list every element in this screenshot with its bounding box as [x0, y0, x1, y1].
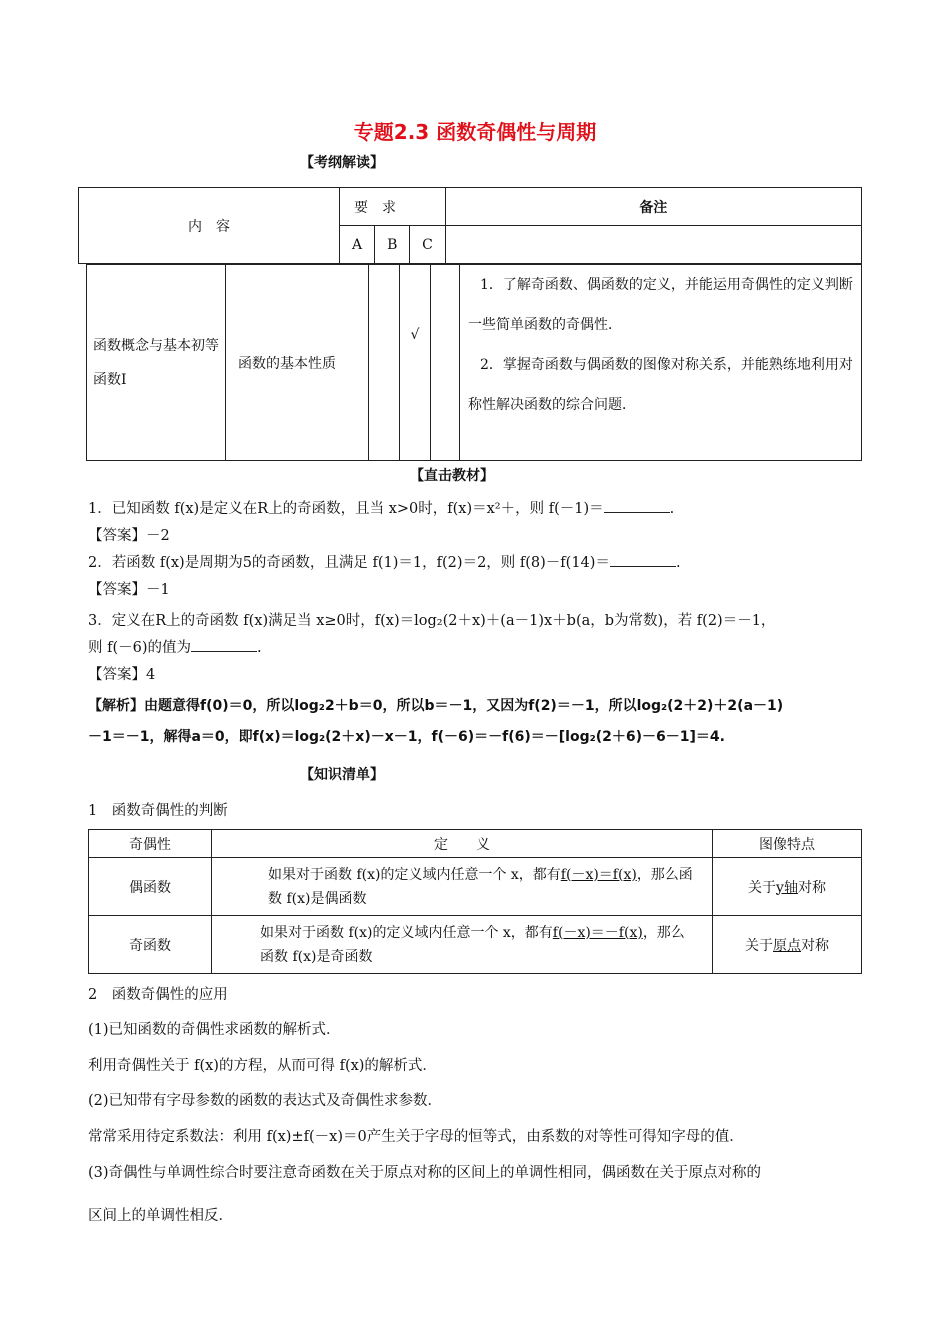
analysis-line-1: 【解析】由题意得f(0)＝0，所以log₂2＋b＝0，所以b＝－1，又因为f(2)＝－1，所以log₂(2＋2)＋2(a－1)	[88, 698, 784, 714]
answer-blank-2	[610, 554, 676, 567]
question-3-line-2: 则 f(－6)的值为 .	[88, 640, 262, 656]
page-title: 专题2.3 函数奇偶性与周期	[353, 120, 597, 144]
knowledge-item-2: 利用奇偶性关于 f(x)的方程，从而可得 f(x)的解析式．	[88, 1058, 437, 1074]
question-2-text: 2．若函数 f(x)是周期为5的奇函数，且满足 f(1)＝1，f(2)＝2，则 f(8)－f(14)＝	[88, 555, 610, 571]
answer-3: 【答案】4	[88, 667, 156, 683]
header-definition: 定 义	[212, 830, 713, 858]
answer-blank-3	[191, 639, 257, 652]
row-even-feature	[713, 858, 862, 916]
question-3-text: 则 f(－6)的值为	[88, 640, 192, 656]
level-b: B	[375, 226, 410, 264]
knowledge-heading-1: 1 函数奇偶性的判断	[88, 803, 228, 819]
level-c: C	[410, 226, 445, 264]
question-1-text: 1．已知函数 f(x)是定义在R上的奇函数，且当 x>0时，f(x)＝x²＋，则 f(－1)＝	[88, 501, 604, 517]
analysis-line-2: －1＝－1，解得a＝0，即f(x)＝log₂(2＋x)－x－1，f(－6)＝－f(6)＝－[log₂(2＋6)－6－1]＝4.	[88, 729, 725, 745]
question-1: 1．已知函数 f(x)是定义在R上的奇函数，且当 x>0时，f(x)＝x²＋，则 f(－1)＝ .	[88, 501, 675, 517]
col-requirement-header: 要 求	[340, 188, 446, 226]
row-odd-feature	[713, 916, 862, 974]
definition-condition: f(－x)＝－f(x)	[552, 924, 643, 941]
feature-prefix: 关于	[748, 879, 777, 896]
answer-blank-1	[604, 500, 670, 513]
knowledge-item-5: (3)奇偶性与单调性综合时要注意奇函数在关于原点对称的区间上的单调性相同，偶函数在关于原点对称的	[88, 1165, 762, 1181]
knowledge-heading-2: 2 函数奇偶性的应用	[88, 987, 228, 1003]
feature-suffix: 对称	[801, 937, 829, 954]
row-odd-definition	[212, 916, 713, 974]
row-odd-name: 奇函数	[89, 916, 212, 974]
note-empty-cell	[445, 226, 861, 264]
header-parity: 奇偶性	[89, 830, 212, 858]
feature-key: y轴	[776, 879, 798, 896]
note-item-2: 2．掌握奇函数与偶函数的图像对称关系，并能熟练地利用对称性解决函数的综合问题．	[468, 357, 853, 413]
answer-2: 【答案】－1	[88, 582, 170, 598]
question-3-line-1: 3．定义在R上的奇函数 f(x)满足当 x≥0时，f(x)＝log₂(2＋x)＋(a－1)x＋b(a，b为常数)，若 f(2)＝－1，	[88, 613, 776, 629]
row-even-definition	[212, 858, 713, 916]
col-content-header: 内 容	[79, 188, 340, 264]
answer-1: 【答案】－2	[88, 528, 170, 544]
header-feature: 图像特点	[713, 830, 862, 858]
section-heading-syllabus: 【考纲解读】	[300, 155, 384, 171]
row-category: 函数概念与基本初等函数Ⅰ	[87, 265, 226, 461]
definition-text: 如果对于函数 f(x)的定义域内任意一个 x，都有	[260, 924, 553, 941]
level-a: A	[340, 226, 375, 264]
row-topic: 函数的基本性质	[226, 265, 369, 461]
table-row	[89, 858, 862, 916]
col-note-header: 备注	[445, 188, 861, 226]
level-b-check: √	[400, 265, 431, 461]
section-heading-textbook: 【直击教材】	[410, 468, 494, 484]
knowledge-item-4: 常常采用待定系数法：利用 f(x)±f(－x)＝0产生关于字母的恒等式，由系数的对等性可得知字母的值．	[88, 1129, 744, 1145]
table-row	[89, 916, 862, 974]
definition-conclusion: ，那么函数 f(x)是偶函数	[268, 866, 693, 907]
definition-text: 如果对于函数 f(x)的定义域内任意一个 x，都有	[268, 866, 561, 883]
syllabus-table-body	[86, 264, 862, 461]
level-a-cell	[369, 265, 400, 461]
knowledge-item-3: (2)已知带有字母参数的函数的表达式及奇偶性求参数．	[88, 1093, 443, 1109]
row-even-name: 偶函数	[89, 858, 212, 916]
feature-suffix: 对称	[797, 879, 826, 896]
definition-conclusion: ，那么函数 f(x)是奇函数	[260, 924, 685, 965]
question-2: 2．若函数 f(x)是周期为5的奇函数，且满足 f(1)＝1，f(2)＝2，则 f(8)－f(14)＝ .	[88, 555, 681, 571]
note-item-1: 1．了解奇函数、偶函数的定义，并能运用奇偶性的定义判断一些简单函数的奇偶性．	[468, 277, 853, 333]
level-c-cell	[431, 265, 460, 461]
section-heading-knowledge: 【知识清单】	[300, 767, 384, 783]
knowledge-item-6: 区间上的单调性相反．	[88, 1208, 233, 1224]
feature-key: 原点	[773, 937, 801, 954]
parity-table	[88, 829, 862, 974]
definition-condition: f(－x)＝f(x)	[560, 866, 637, 883]
knowledge-item-1: (1)已知函数的奇偶性求函数的解析式．	[88, 1022, 341, 1038]
syllabus-table-header	[78, 187, 862, 264]
feature-prefix: 关于	[745, 937, 773, 954]
note-cell	[460, 265, 862, 461]
